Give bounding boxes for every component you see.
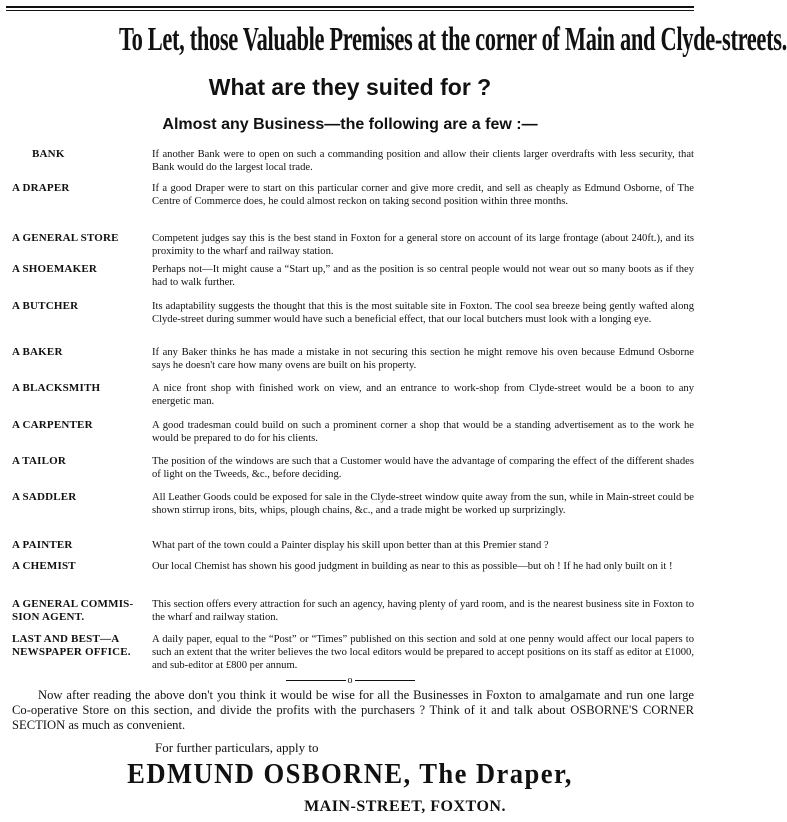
business-description: If another Bank were to open on such a commanding position and allow their clients larger overdrafts with less security, that Bank would do the largest local trade. <box>152 149 694 173</box>
business-label: A GENERAL COMMIS-SION AGENT. <box>12 598 134 623</box>
business-label: A BUTCHER <box>12 300 79 312</box>
intro-line: Almost any Business—the following are a few :— <box>162 116 538 133</box>
business-label: A SHOEMAKER <box>12 263 98 275</box>
business-description: A daily paper, equal to the “Post” or “Times” published on this section and sold at one penny would affect our local papers to such an extent that the writer believes the two local editors would be prepared to accept positions on its staff as editor at £1000, and sub-editor at £800 per annum. <box>152 634 694 671</box>
business-label: A SADDLER <box>12 491 77 503</box>
business-description: Competent judges say this is the best stand in Foxton for a general store on account of its large frontage (about 240ft.), and its proximity to the wharf and railway station. <box>152 233 694 257</box>
business-label: A GENERAL STORE <box>12 232 119 244</box>
business-description: A good tradesman could build on such a prominent corner a shop that would be a standing advertisement as to the work he would be prepared to do for his clients. <box>152 420 694 444</box>
advertiser-signature: EDMUND OSBORNE, The Draper, <box>127 759 573 790</box>
business-label: A CARPENTER <box>12 419 93 431</box>
business-description: All Leather Goods could be exposed for sale in the Clyde-street window quite away from the sun, while in Main-street could be shown stirrup irons, bits, whips, plough chains, &c., and a trade might be worked up surprizingly. <box>152 492 694 516</box>
divider-line-left <box>286 680 346 681</box>
divider-mark: o <box>347 675 353 686</box>
apply-line: For further particulars, apply to <box>155 740 319 755</box>
business-description: The position of the windows are such that a Customer would have the advantage of comparing the effect of the different shades of light on the Tweeds, &c., before deciding. <box>152 456 694 480</box>
business-description: Its adaptability suggests the thought that this is the most suitable site in Foxton. The cool sea breeze being gently wafted along Clyde-street during summer would have such a beneficial effect, that our local butchers must look with a longing eye. <box>152 301 694 325</box>
business-label: BANK <box>32 148 65 160</box>
business-description: Perhaps not—It might cause a “Start up,” and as the position is so central people would not wear out so many boots as if they had to walk further. <box>152 264 694 288</box>
business-label: A DRAPER <box>12 182 70 194</box>
business-label: A BAKER <box>12 346 63 358</box>
top-rule <box>6 6 694 8</box>
business-label: A TAILOR <box>12 455 67 467</box>
business-label: A BLACKSMITH <box>12 382 101 394</box>
headline: To Let, those Valuable Premises at the corner of Main and Clyde-streets. <box>118 21 787 58</box>
business-description: What part of the town could a Painter display his skill upon better than at this Premier stand ? <box>152 540 549 551</box>
section-divider <box>0 675 700 687</box>
top-rule-thin <box>6 10 694 11</box>
business-description: This section offers every attraction for such an agency, having plenty of yard room, and is the nearest business site in Foxton to the wharf and railway station. <box>152 599 694 623</box>
business-description: A nice front shop with finished work on view, and an entrance to work-shop from Clyde-street would be a boon to any energetic man. <box>152 383 694 407</box>
advertiser-address: MAIN-STREET, FOXTON. <box>304 798 506 815</box>
business-description: If a good Draper were to start on this particular corner and give more credit, and sell as cheaply as Edmund Osborne, of The Centre of Commerce does, he could almost reckon on taking second position within three months. <box>152 183 694 207</box>
closing-paragraph: Now after reading the above don't you think it would be wise for all the Businesses in Foxton to amalgamate and run one large Co-operative Store on this section, and divide the profits with the purchasers ? Think of it and talk about OSBORNE'S CORNER SECTION as much as convenient. <box>12 688 694 732</box>
business-label: LAST AND BEST—A NEWSPAPER OFFICE. <box>12 633 131 658</box>
business-description: Our local Chemist has shown his good judgment in building as near to this as possible—but oh ! If he had only built on it ! <box>152 561 673 572</box>
business-label: A PAINTER <box>12 539 73 551</box>
divider-line-right <box>355 680 415 681</box>
business-description: If any Baker thinks he has made a mistake in not securing this section he might remove his oven because Edmund Osborne says he doesn't care how many ovens are built on his property. <box>152 347 694 371</box>
business-label: A CHEMIST <box>12 560 76 572</box>
subheading: What are they suited for ? <box>208 74 492 100</box>
